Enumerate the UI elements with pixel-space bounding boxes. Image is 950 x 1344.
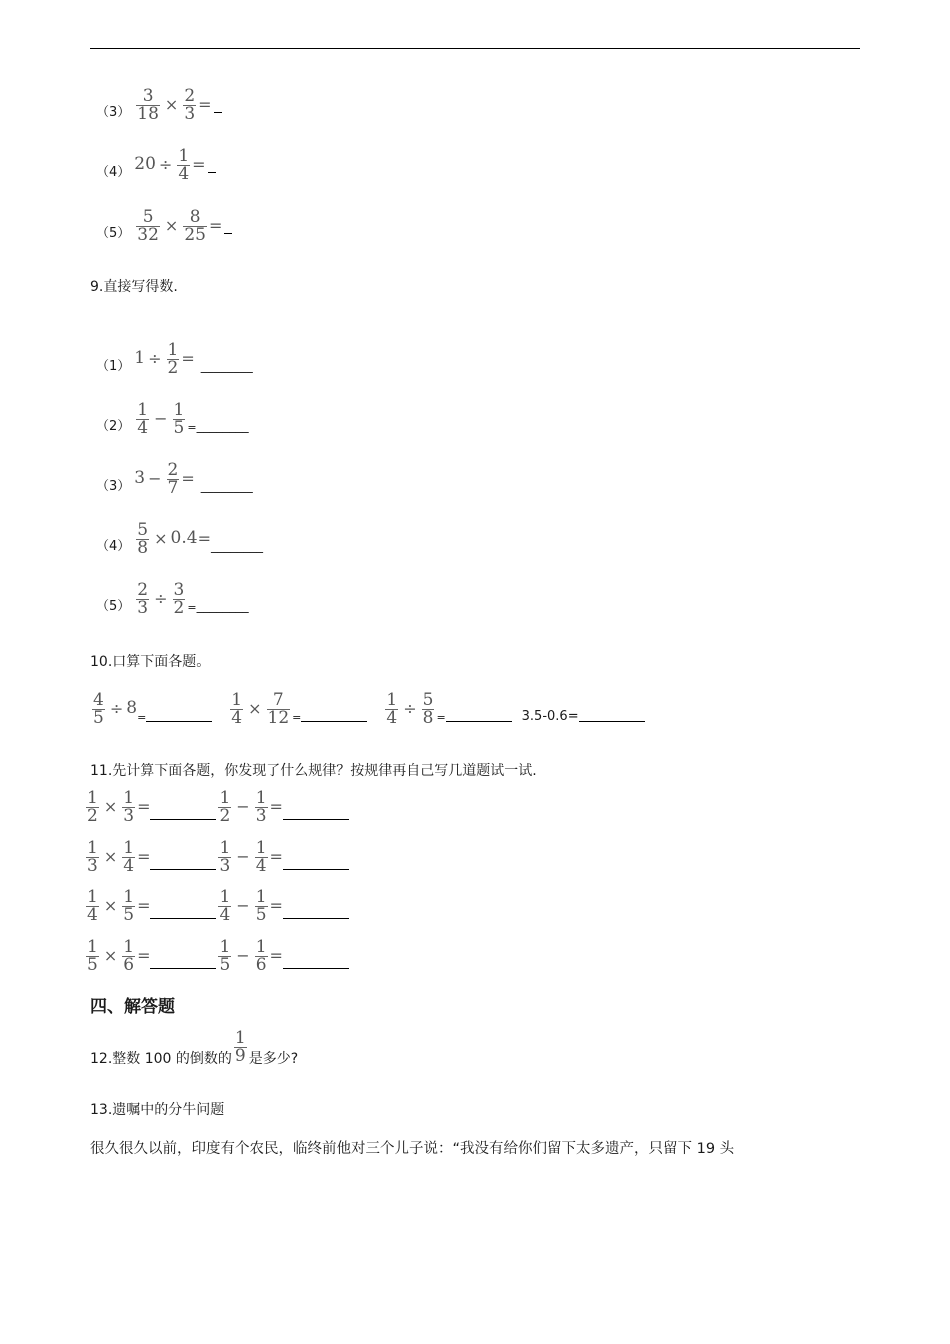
item-index: （1） (96, 359, 131, 374)
answer-blank[interactable] (150, 807, 216, 820)
fraction: $\frac{1}{4}$ (137, 400, 149, 438)
equals-sign: = (137, 896, 151, 915)
fraction: $\frac{1}{4}$ (255, 838, 267, 876)
fraction: $\frac{1}{4}$ (123, 838, 135, 876)
q9-title: 9.直接写得数. (90, 279, 178, 295)
fraction: $\frac{1}{5}$ (87, 937, 98, 975)
fraction: $\frac{1}{5}$ (173, 400, 185, 438)
answer-blank[interactable]: ________ (200, 479, 253, 494)
fraction: $\frac{1}{4}$ (219, 887, 231, 925)
q10-title: 10.口算下面各题。 (90, 654, 211, 670)
answer-blank[interactable]: ________ (200, 359, 253, 374)
item-index: （2） (96, 419, 131, 434)
equals-sign: = (181, 469, 195, 488)
q10-row (90, 692, 645, 726)
fraction: $\frac{2}{7}$ (167, 460, 179, 498)
operator: ÷ (154, 589, 168, 608)
q9-item-5 (96, 582, 249, 616)
equals-sign: = (137, 711, 147, 724)
operator: ÷ (158, 155, 173, 174)
fraction: $\frac{3}{18}$ (137, 86, 159, 124)
answer-blank[interactable] (224, 233, 232, 234)
fraction: $\frac{1}{5}$ (123, 887, 135, 925)
answer-blank[interactable] (301, 709, 367, 722)
q12-prefix: 12.整数 100 的倒数的 (90, 1051, 232, 1067)
equals-sign: = (292, 711, 302, 724)
answer-blank[interactable] (283, 857, 349, 870)
fraction: $\frac{7}{12}$ (267, 690, 290, 728)
item-index: （5） (96, 226, 131, 241)
answer-blank[interactable] (150, 956, 216, 969)
q11-title: 11.先计算下面各题，你发现了什么规律？按规律再自己写几道题试一试. (90, 763, 537, 779)
q9-item-2 (96, 402, 249, 436)
q8-item-5 (96, 209, 232, 243)
header-rule (90, 48, 860, 49)
fraction: $\frac{1}{4}$ (178, 146, 190, 184)
equals-sign: = (181, 349, 195, 368)
operator: × (103, 847, 118, 866)
q13-title: 13.遗嘱中的分牛问题 (90, 1102, 225, 1118)
answer-blank[interactable] (283, 807, 349, 820)
fraction: $\frac{8}{25}$ (184, 207, 206, 245)
answer-blank[interactable] (579, 709, 645, 722)
equals-sign: = (198, 95, 212, 114)
operator: ÷ (403, 699, 417, 718)
equals-sign: = (197, 529, 211, 548)
decimal-expression: 3.5-0.6= (521, 709, 579, 724)
operator: × (103, 946, 118, 965)
item-index: （4） (96, 165, 131, 180)
operator: × (164, 216, 179, 235)
decimal-number: 0.4 (170, 528, 198, 548)
answer-blank[interactable] (446, 709, 512, 722)
operator: × (103, 797, 118, 816)
fraction: $\frac{5}{32}$ (137, 207, 159, 245)
answer-blank[interactable]: ________ (196, 599, 249, 614)
operator: − (236, 946, 250, 965)
fraction: $\frac{4}{5}$ (93, 690, 104, 728)
answer-blank[interactable]: ________ (196, 419, 249, 434)
equals-sign: = (436, 711, 446, 724)
fraction: $\frac{2}{3}$ (137, 580, 149, 618)
fraction: $\frac{1}{2}$ (219, 788, 231, 826)
operator: − (236, 847, 250, 866)
fraction: $\frac{1}{3}$ (255, 788, 267, 826)
operator: × (154, 529, 168, 548)
answer-blank[interactable]: ________ (210, 539, 263, 554)
item-index: （3） (96, 105, 131, 120)
q11-row-4 (84, 939, 349, 973)
equals-sign: = (137, 847, 151, 866)
q9-item-1 (96, 342, 253, 376)
q9-item-4 (96, 522, 263, 556)
answer-blank[interactable] (150, 906, 216, 919)
equals-sign: = (187, 601, 197, 614)
equals-sign: = (269, 896, 283, 915)
q12 (90, 1030, 298, 1070)
answer-blank[interactable] (214, 112, 222, 113)
whole-number: 8 (126, 698, 138, 718)
answer-blank[interactable] (150, 857, 216, 870)
operator: × (103, 896, 118, 915)
equals-sign: = (137, 797, 151, 816)
item-index: （4） (96, 539, 131, 554)
equals-sign: = (269, 946, 283, 965)
whole-number: 3 (134, 468, 146, 488)
operator: × (164, 95, 179, 114)
answer-blank[interactable] (208, 172, 216, 173)
operator: ÷ (109, 699, 124, 718)
operator: ÷ (148, 349, 162, 368)
fraction: $\frac{1}{5}$ (255, 887, 267, 925)
equals-sign: = (192, 155, 206, 174)
fraction: $\frac{3}{2}$ (173, 580, 185, 618)
operator: − (236, 797, 250, 816)
item-index: （5） (96, 599, 131, 614)
whole-number: 20 (134, 154, 156, 174)
operator: − (154, 409, 168, 428)
equals-sign: = (187, 421, 197, 434)
fraction: $\frac{1}{3}$ (219, 838, 231, 876)
q11-row-3 (84, 889, 349, 923)
fraction: $\frac{1}{9}$ (234, 1028, 246, 1066)
equals-sign: = (208, 216, 223, 235)
fraction: $\frac{1}{6}$ (123, 937, 135, 975)
fraction: $\frac{1}{2}$ (167, 340, 179, 378)
q11-row-1 (84, 790, 349, 824)
fraction: $\frac{5}{8}$ (137, 520, 149, 558)
section-heading: 四、解答题 (90, 997, 175, 1017)
fraction: $\frac{1}{4}$ (87, 887, 98, 925)
q8-item-3 (96, 88, 222, 122)
fraction: $\frac{5}{8}$ (422, 690, 434, 728)
equals-sign: = (269, 847, 283, 866)
q8-item-4 (96, 148, 216, 182)
fraction: $\frac{1}{4}$ (386, 690, 398, 728)
fraction: $\frac{1}{3}$ (87, 838, 98, 876)
fraction: $\frac{1}{2}$ (87, 788, 98, 826)
fraction: $\frac{1}{6}$ (255, 937, 267, 975)
equals-sign: = (137, 946, 151, 965)
q12-suffix: 是多少? (248, 1051, 299, 1067)
equals-sign: = (269, 797, 283, 816)
fraction: $\frac{1}{3}$ (123, 788, 135, 826)
answer-blank[interactable] (283, 906, 349, 919)
operator: − (148, 469, 162, 488)
operator: − (236, 896, 250, 915)
q9-item-3 (96, 462, 253, 496)
q11-row-2 (84, 840, 349, 874)
operator: × (248, 699, 262, 718)
fraction: $\frac{1}{4}$ (231, 690, 243, 728)
whole-number: 1 (134, 348, 146, 368)
answer-blank[interactable] (283, 956, 349, 969)
answer-blank[interactable] (146, 709, 212, 722)
q13-body: 很久很久以前，印度有个农民，临终前他对三个儿子说：“我没有给你们留下太多遗产，只留下 19 头 (90, 1141, 735, 1157)
fraction: $\frac{2}{3}$ (184, 86, 196, 124)
fraction: $\frac{1}{5}$ (219, 937, 231, 975)
item-index: （3） (96, 479, 131, 494)
